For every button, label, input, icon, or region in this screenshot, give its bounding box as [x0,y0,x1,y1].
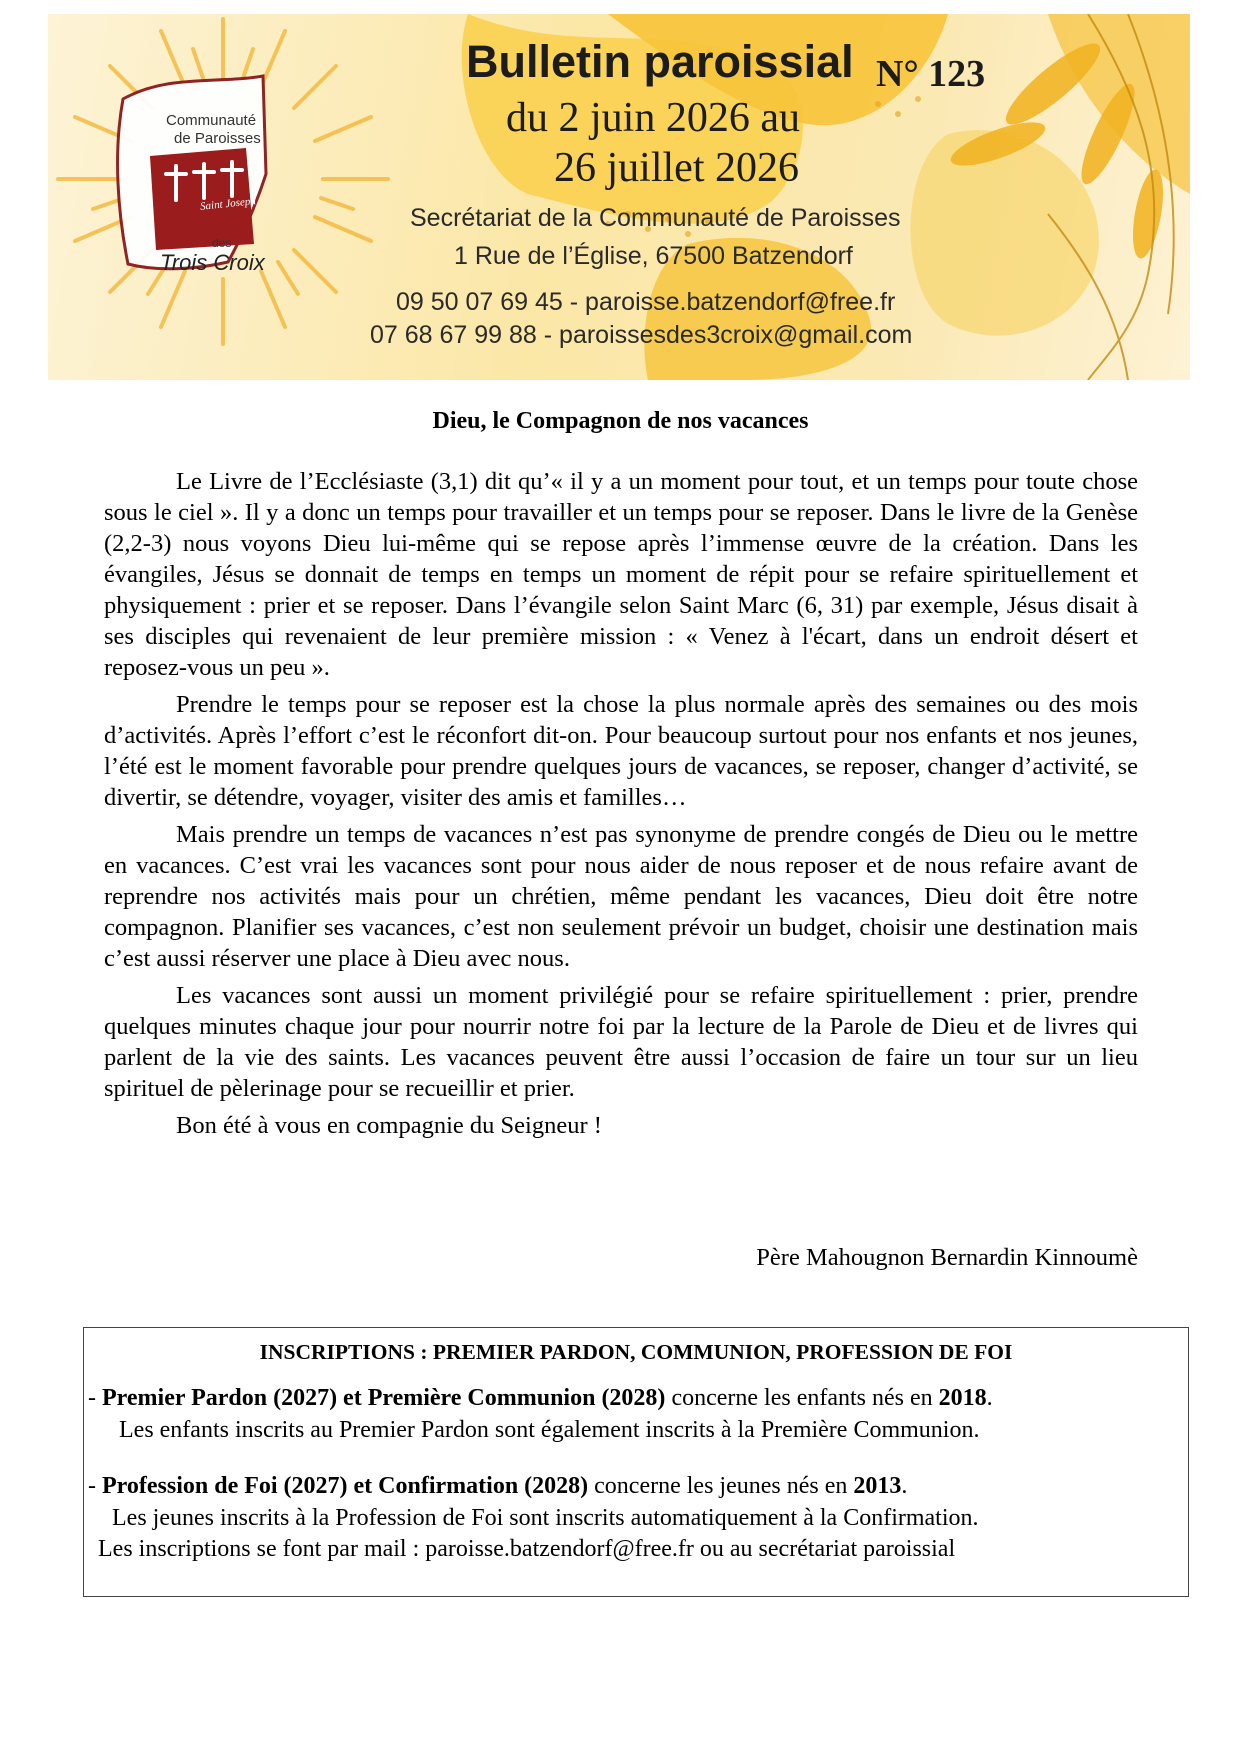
bulletin-number: N° 123 [876,53,986,95]
logo-text-saint-joseph: Saint Joseph [199,195,257,213]
logo-text-trois-croix: Trois Croix [160,250,265,275]
item-end: . [901,1473,908,1499]
secretariat-address: 1 Rue de l’Église, 67500 Batzendorf [454,242,853,270]
item-dash: - [88,1385,102,1411]
article-signature: Père Mahougnon Bernardin Kinnoumè [756,1244,1138,1271]
item-end: . [986,1385,993,1411]
item-year: 2018 [938,1385,987,1411]
bulletin-title: Bulletin paroissial [466,36,854,87]
item-heading: Profession de Foi (2027) et Confirmation (2028) [102,1473,589,1499]
inscription-note-pardon: Les enfants inscrits au Premier Pardon sont également inscrits à la Première Communion. [119,1417,980,1443]
article-body [104,466,1138,1147]
inscription-note-profession: Les jeunes inscrits à la Profession de Foi sont inscrits automatiquement à la Confirmation. [112,1505,979,1531]
article-paragraph: Le Livre de l’Ecclésiaste (3,1) dit qu’« il y a un moment pour tout, et un temps pour toute chose sous le ciel ». Il y a donc un temps pour travailler et un temps pour se reposer. Dans le livre de la Genèse (2,2-3) nous voyons Dieu lui-même qui se repose après l’immense œuvre de la création. Dans les évangiles, Jésus se donnait de temps en temps un moment de répit pour se refaire spirituellement et physiquement : prier et se reposer. Dans l’évangile selon Saint Marc (6, 31) par exemple, Jésus disait à ses disciples qui revenaient de leur première mission : « Venez à l'écart, dans un endroit désert et reposez-vous un peu ». [104,468,1138,681]
item-heading: Premier Pardon (2027) et Première Communion (2028) [102,1385,666,1411]
logo-text-des: des [212,236,232,250]
article-paragraph: Mais prendre un temps de vacances n’est pas synonyme de prendre congés de Dieu ou le mettre en vacances. C’est vrai les vacances sont pour nous aider de nous reposer et de nous refaire avant de reprendre nos activités mais pour un chrétien, même pendant les vacances, Dieu doit être notre compagnon. Planifier ses vacances, c’est non seulement prévoir un budget, choisir une destination mais c’est aussi réserver une place à Dieu avec nous. [104,821,1138,972]
article-paragraph: Les vacances sont aussi un moment privilégié pour se refaire spirituellement : prier, prendre quelques minutes chaque jour pour nourrir notre foi par la lecture de la Parole de Dieu et de livres qui parlent de la vie des saints. Les vacances peuvent être aussi l’occasion de faire un tour sur un lieu spirituel de pèlerinage pour se recueillir et prier. [104,982,1138,1102]
article-closing: Bon été à vous en compagnie du Seigneur ! [176,1112,602,1139]
logo-text-communaute: Communauté [166,112,257,129]
article-title: Dieu, le Compagnon de nos vacances [432,408,809,434]
logo-text-paroisses: de Paroisses [174,130,261,147]
date-range-start: du 2 juin 2026 au [506,95,800,141]
item-text: concerne les jeunes nés en [588,1473,854,1499]
contact-line-2: 07 68 67 99 88 - paroissesdes3croix@gmail.com [370,321,913,349]
inscriptions-box [83,1327,1189,1597]
article-paragraph: Prendre le temps pour se reposer est la chose la plus normale après des semaines ou des mois d’activités. Après l’effort c’est le réconfort dit-on. Pour beaucoup surtout pour nos enfants et nos jeunes, l’été est le moment favorable pour prendre quelques jours de vacances, se reposer, changer d’activité, se divertir, se détendre, voyager, visiter des amis et familles… [104,691,1138,811]
item-year: 2013 [853,1473,902,1499]
inscription-item-pardon [88,1385,993,1412]
inscription-item-profession [88,1473,907,1500]
item-text: concerne les enfants nés en [665,1385,939,1411]
inscription-contact: Les inscriptions se font par mail : paroisse.batzendorf@free.fr ou au secrétariat paroissial [98,1536,956,1562]
contact-line-1: 09 50 07 69 45 - paroisse.batzendorf@free.fr [396,288,896,316]
date-range-end: 26 juillet 2026 [554,145,799,191]
header-banner [48,14,1190,380]
inscriptions-title: INSCRIPTIONS : PREMIER PARDON, COMMUNION, PROFESSION DE FOI [259,1340,1013,1364]
secretariat-label: Secrétariat de la Communauté de Paroisses [410,204,901,232]
item-dash: - [88,1473,102,1499]
